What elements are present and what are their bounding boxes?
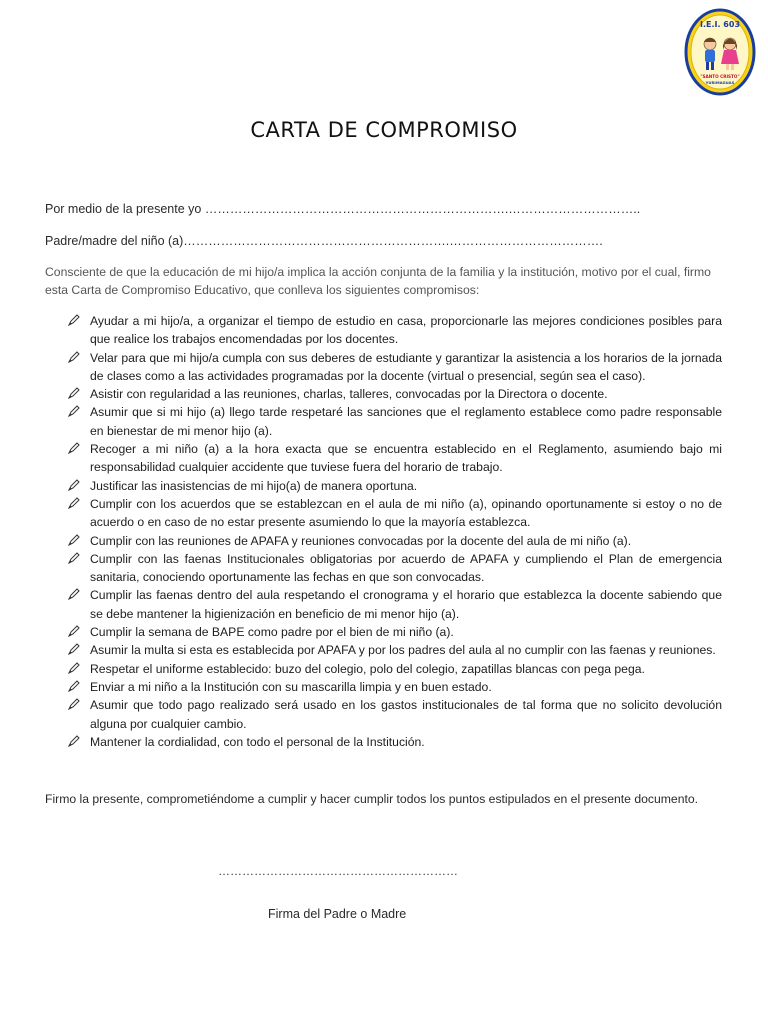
commitment-item <box>68 696 722 733</box>
commitment-item <box>68 678 722 696</box>
pen-bullet-icon <box>68 588 80 600</box>
commitment-item <box>68 349 722 386</box>
commitment-text: Cumplir con las faenas Institucionales obligatorias por acuerdo de APAFA y cumpliendo el Plan de emergencia sanitaria, conociendo oportunamente las fechas en que son convocadas. <box>90 551 722 585</box>
logo-text: I.E.I. 603 <box>699 20 741 29</box>
commitment-item <box>68 586 722 623</box>
commitment-text: Mantener la cordialidad, con todo el personal de la Institución. <box>90 734 425 749</box>
closing-statement: Firmo la presente, comprometiéndome a cumplir y hacer cumplir todos los puntos estipulados en el presente documento. <box>45 792 699 806</box>
commitment-text: Velar para que mi hijo/a cumpla con sus deberes de estudiante y garantizar la asistencia a los horarios de la jornada de clases como a las actividades programadas por la docente (virtual o presencial, según sea el caso). <box>90 350 722 383</box>
commitment-item <box>68 550 722 587</box>
logo-location: YURIMAGUAS <box>705 80 735 85</box>
commitment-text: Cumplir las faenas dentro del aula respetando el cronograma y el horario que establezca la docente sabiendo que se debe mantener la higienización en beneficio de mi menor hijo (a). <box>90 588 722 621</box>
commitment-item <box>68 532 722 550</box>
pen-bullet-icon <box>68 680 80 692</box>
commitment-item <box>68 403 722 440</box>
pen-bullet-icon <box>68 662 80 674</box>
commitment-text: Asistir con regularidad a las reuniones, charlas, talleres, convocadas por la Directora o docente. <box>90 387 608 402</box>
pen-bullet-icon <box>68 442 80 454</box>
parent-name-field[interactable]: Por medio de la presente yo ……………………………………………………………….………………………….. <box>45 202 641 216</box>
commitment-item <box>68 440 722 477</box>
commitment-item <box>68 623 722 641</box>
commitment-item <box>68 641 722 659</box>
pen-bullet-icon <box>68 351 80 363</box>
commitment-item <box>68 733 722 751</box>
intro-paragraph: Consciente de que la educación de mi hijo/a implica la acción conjunta de la familia y la institución, motivo por el cual, firmo esta Carta de Compromiso Educativo, que conlleva los siguientes compromisos: <box>45 265 711 297</box>
commitment-text: Enviar a mi niño a la Institución con su mascarilla limpia y en buen estado. <box>90 679 492 694</box>
commitment-text: Asumir que todo pago realizado será usado en los gastos institucionales de tal forma que no solicito devolución alguna por cualquier cambio. <box>90 698 722 731</box>
commitment-text: Cumplir con las reuniones de APAFA y reuniones convocadas por la docente del aula de mi niño (a). <box>90 533 632 548</box>
commitment-item <box>68 477 722 495</box>
pen-bullet-icon <box>68 552 80 564</box>
commitment-text: Ayudar a mi hijo/a, a organizar el tiempo de estudio en casa, proporcionarle las mejores condiciones posibles para que realice los trabajos encomendadas por los docentes. <box>90 314 722 347</box>
pen-bullet-icon <box>68 497 80 509</box>
commitment-item <box>68 312 722 349</box>
commitment-item <box>68 385 722 403</box>
pen-bullet-icon <box>68 643 80 655</box>
commitment-item <box>68 495 722 532</box>
pen-bullet-icon <box>68 625 80 637</box>
commitment-text: Justificar las inasistencias de mi hijo(a) de manera oportuna. <box>90 478 418 493</box>
commitment-text: Respetar el uniforme establecido: buzo del colegio, polo del colegio, zapatillas blancas con pega pega. <box>90 661 645 676</box>
commitments-list <box>68 312 722 751</box>
pen-bullet-icon <box>68 314 80 326</box>
pen-bullet-icon <box>68 534 80 546</box>
pen-bullet-icon <box>68 698 80 710</box>
commitment-text: Asumir la multa si esta es establecida por APAFA y por los padres del aula al no cumplir con las faenas y reuniones. <box>90 643 716 658</box>
commitment-text: Recoger a mi niño (a) a la hora exacta que se encuentra establecido en el Reglamento, asumiendo bajo mi responsabilidad cualquier accidente que tuviese fuera del horario de trabajo. <box>90 442 722 475</box>
commitment-text: Asumir que si mi hijo (a) llego tarde respetaré las sanciones que el reglamento establece como padre responsable en bienestar de mi menor hijo (a). <box>90 405 722 438</box>
pen-bullet-icon <box>68 479 80 491</box>
pen-bullet-icon <box>68 735 80 747</box>
document-title: CARTA DE COMPROMISO <box>250 118 518 142</box>
pen-bullet-icon <box>68 387 80 399</box>
logo-motto: "SANTO CRISTO" <box>700 74 740 79</box>
pen-bullet-icon <box>68 405 80 417</box>
signature-label: Firma del Padre o Madre <box>268 907 407 921</box>
commitment-item <box>68 660 722 678</box>
signature-line[interactable]: …………………………………………………… <box>218 864 458 878</box>
school-logo <box>684 8 756 96</box>
child-name-field[interactable]: Padre/madre del niño (a)……………………………………………………….………………………………. <box>45 234 603 248</box>
commitment-text: Cumplir la semana de BAPE como padre por el bien de mi niño (a). <box>90 625 454 640</box>
commitment-text: Cumplir con los acuerdos que se establezcan en el aula de mi niño (a), opinando oportunamente si estoy o no de acuerdo o en caso de no estar presente asumiendo lo que la mayoría establezca. <box>90 496 722 530</box>
